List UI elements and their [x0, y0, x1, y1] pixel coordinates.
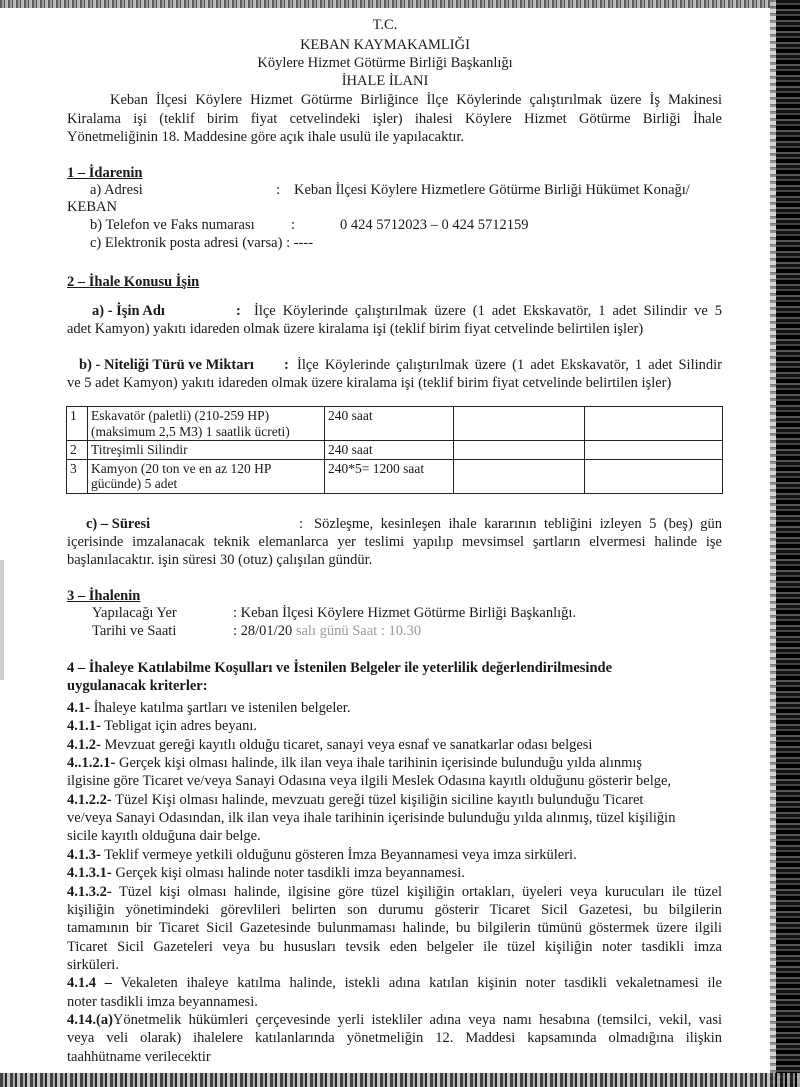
criteria-line	[67, 883, 722, 901]
scan-edge-left	[0, 560, 4, 680]
type-quantity-label: b) - Niteliği Türü ve Miktarı	[79, 357, 254, 373]
section-3-heading: 3 – İhalenin	[67, 588, 141, 604]
criteria-number: 4..1.2.1-	[67, 755, 116, 772]
table-row	[67, 459, 723, 493]
criteria-text: kişiliğin yönetimindeki görevlileri belirten son durumu gösterir Ticaret Sicil Gazetesi, bu bilgilerin	[67, 901, 722, 918]
criteria-line	[67, 993, 258, 1011]
equipment-description: Kamyon (20 ton ve en az 120 HP gücünde) 5 adet	[88, 459, 325, 493]
equipment-description: Titreşimli Silindir	[88, 441, 325, 460]
date-time-value	[233, 622, 421, 640]
venue-label: Yapılacağı Yer	[92, 605, 177, 621]
criteria-line	[67, 938, 722, 956]
header-tc: T.C.	[372, 17, 398, 33]
row-number: 2	[67, 441, 88, 460]
criteria-line	[67, 1048, 211, 1066]
criteria-line	[67, 864, 465, 882]
date-faded-text: salı günü Saat : 10.30	[292, 623, 422, 639]
duration-separator: :	[299, 516, 304, 532]
work-name-line-2: adet Kamyon) yakıtı idareden olmak üzere kiralama işi (teklif birim fiyat cetvelinde belirtilen işler)	[67, 321, 644, 337]
criteria-line	[67, 827, 261, 845]
duration-label: c) – Süresi	[86, 516, 151, 532]
empty-cell	[454, 407, 585, 441]
criteria-number: 4.1.1-	[67, 718, 101, 735]
criteria-text: Tüzel Kişi olması halinde, mevzuatı gereği tüzel kişiliğin siciline kayıtlı bulunduğu Ticaret	[111, 791, 644, 808]
criteria-line	[67, 901, 722, 919]
table-row	[67, 441, 723, 460]
table-row	[67, 407, 723, 441]
row-number: 1	[67, 407, 88, 441]
criteria-text: tamamının bir Ticaret Sicil Gazetesinde bulunmaması halinde, bu bilgilerin tümünü göstermek üzere ilgili	[67, 920, 722, 937]
criteria-text: veya veli olarak) ihalelere katılanlarında yönetmeliğin 12. Maddesi kapsamında olmadığına ilişkin	[67, 1030, 722, 1047]
criteria-line	[67, 1029, 722, 1047]
scan-edge-bottom	[0, 1073, 800, 1087]
date-value: : 28/01/20	[233, 623, 293, 639]
equipment-quantity: 240 saat	[325, 441, 454, 460]
intro-line-2: Kiralama işi (teklif birim fiyat cetvelindeki işler) ihalesi Köylere Hizmet Götürme Birliği İhale	[67, 111, 722, 127]
work-name-label: a) - İşin Adı	[92, 303, 165, 319]
section-2-heading: 2 – İhale Konusu İşin	[67, 274, 200, 290]
header-notice-title: İHALE İLANI	[341, 73, 429, 89]
criteria-number: 4.14.(a)	[67, 1011, 113, 1028]
criteria-line	[67, 1011, 722, 1029]
criteria-line	[67, 736, 592, 754]
date-time-label: Tarihi ve Saati	[92, 623, 177, 639]
section-4-heading-line-2: uygulanacak kriterler:	[67, 678, 208, 694]
empty-cell	[585, 459, 723, 493]
address-continuation: KEBAN	[67, 199, 117, 215]
criteria-line	[67, 846, 577, 864]
criteria-number: 4.1.2-	[67, 736, 101, 753]
criteria-text: Gerçek kişi olması halinde, ilk ilan veya ihale tarihinin içerisinde bulunduğu yılda alınmış	[115, 755, 643, 772]
address-value: Keban İlçesi Köylere Hizmetlere Götürme Birliği Hükümet Konağı/	[294, 182, 690, 198]
criteria-text: Yönetmelik hükümleri çerçevesinde yerli istekliler adına veya namı hesabına (temsilci, vekil, vasi	[112, 1011, 722, 1028]
intro-line-3: Yönetmeliğinin 18. Maddesine göre açık ihale usulü ile yapılacaktır.	[67, 129, 465, 145]
empty-cell	[454, 459, 585, 493]
type-quantity-line-1: İlçe Köylerinde çalıştırılmak üzere (1 adet Ekskavatör, 1 adet Silindir	[297, 357, 722, 373]
criteria-number: 4.1.3.1-	[67, 865, 112, 882]
criteria-line	[67, 974, 722, 992]
address-label: a) Adresi	[90, 182, 143, 198]
criteria-number: 4.1.2.2-	[67, 791, 112, 808]
criteria-text: sicile kayıtlı olduğuna dair belge.	[67, 828, 261, 845]
criteria-line	[67, 791, 643, 809]
empty-cell	[585, 441, 723, 460]
duration-line-2: içerisinde imzalanacak teknik elemanlarca yer teslimi yapılıp mevsimsel şartların elvermesi halinde işe	[67, 534, 722, 550]
criteria-text: ve/veya Sanayi Odasından, ilk ilan veya ihale tarihinin içerisinde bulunduğu yılda alınmış, tüzel kişiliğin	[67, 810, 676, 827]
criteria-text: noter tasdikli imza beyannamesi.	[67, 993, 258, 1010]
criteria-line	[67, 809, 675, 827]
equipment-description: Eskavatör (paletli) (210-259 HP) (maksimum 2,5 M3) 1 saatlik ücreti)	[88, 407, 325, 441]
type-quantity-separator: :	[284, 357, 289, 373]
criteria-text: Ticaret Sicil Gazeteleri veya bu hususları tevsik eden belgeler ile tüzel kişiliğin noter tasdikli imza	[67, 938, 722, 955]
email-line: c) Elektronik posta adresi (varsa) : ----	[90, 235, 314, 251]
type-quantity-line-2: ve 5 adet Kamyon) yakıtı idareden olmak üzere kiralama işi (teklif birim fiyat cetvelinde belirtilen işler)	[67, 375, 672, 391]
criteria-line	[67, 772, 671, 790]
address-separator: :	[276, 182, 281, 198]
duration-line-1: Sözleşme, kesinleşen ihale kararının tebliğini izleyen 5 (beş) gün	[314, 516, 722, 532]
criteria-text: sirküleri.	[67, 956, 119, 973]
work-name-separator: :	[236, 303, 241, 319]
header-office: KEBAN KAYMAKAMLIĞI	[300, 37, 470, 53]
empty-cell	[454, 441, 585, 460]
criteria-text: Tebligat için adres beyanı.	[100, 718, 257, 735]
criteria-text: taahhütname verilecektir	[67, 1048, 211, 1065]
criteria-number: 4.1.4 –	[67, 975, 113, 992]
work-name-line-1: İlçe Köylerinde çalıştırılmak üzere (1 adet Ekskavatör, 1 adet Silindir ve 5	[254, 303, 722, 319]
criteria-line	[67, 919, 722, 937]
phone-label: b) Telefon ve Faks numarası	[90, 217, 255, 233]
scan-edge-top	[0, 0, 800, 8]
intro-line-1: Keban İlçesi Köylere Hizmet Götürme Birliğince İlçe Köylerinde çalıştırılmak üzere İş Makinesi	[110, 92, 722, 108]
header-union: Köylere Hizmet Götürme Birliği Başkanlığı	[257, 55, 513, 71]
criteria-line	[67, 754, 642, 772]
criteria-text: İhaleye katılma şartları ve istenilen belgeler.	[89, 700, 351, 716]
empty-cell	[585, 407, 723, 441]
criteria-text: Vekaleten ihaleye katılma halinde, istekli adına katılan kişinin noter tasdikli vekaletnamesi ile	[112, 975, 722, 992]
criteria-text: Gerçek kişi olması halinde noter tasdikli imza beyannamesi.	[111, 865, 465, 882]
phone-fax-value: 0 424 5712023 – 0 424 5712159	[340, 217, 529, 233]
section-1-heading: 1 – İdarenin	[67, 165, 143, 181]
criteria-line	[67, 956, 119, 974]
criteria-text: Mevzuat gereği kayıtlı olduğu ticaret, sanayi veya esnaf ve sanatkarlar odası belgesi	[100, 736, 593, 753]
scan-edge-right	[776, 0, 800, 1087]
venue-value: : Keban İlçesi Köylere Hizmet Götürme Birliği Başkanlığı.	[233, 605, 577, 621]
duration-line-3: başlanılacaktır. işin süresi 30 (otuz) çalışılan gündür.	[67, 552, 373, 568]
phone-separator: :	[291, 217, 296, 233]
row-number: 3	[67, 459, 88, 493]
criteria-number: 4.1.3-	[67, 846, 101, 863]
criteria-text: Teklif vermeye yetkili olduğunu gösteren İmza Beyannamesi veya imza sirküleri.	[100, 846, 577, 863]
criteria-line	[67, 717, 257, 735]
equipment-quantity: 240 saat	[325, 407, 454, 441]
criteria-text: Tüzel kişi olması halinde, ilgisine göre tüzel kişiliğin ortakları, üyeleri veya kurucuları ile tüzel	[111, 883, 722, 900]
criteria-line	[67, 699, 350, 717]
criteria-text: ilgisine göre Ticaret ve/veya Sanayi Odasına veya ilgili Meslek Odasına kayıtlı olduğunu gösterir belge,	[67, 773, 672, 790]
section-4-heading-line-1: 4 – İhaleye Katılabilme Koşulları ve İstenilen Belgeler ile yeterlilik değerlendirilmesinde	[67, 660, 613, 676]
equipment-quantity: 240*5= 1200 saat	[325, 459, 454, 493]
criteria-number: 4.1-	[67, 700, 90, 716]
criteria-number: 4.1.3.2-	[67, 883, 112, 900]
equipment-table	[66, 406, 723, 494]
